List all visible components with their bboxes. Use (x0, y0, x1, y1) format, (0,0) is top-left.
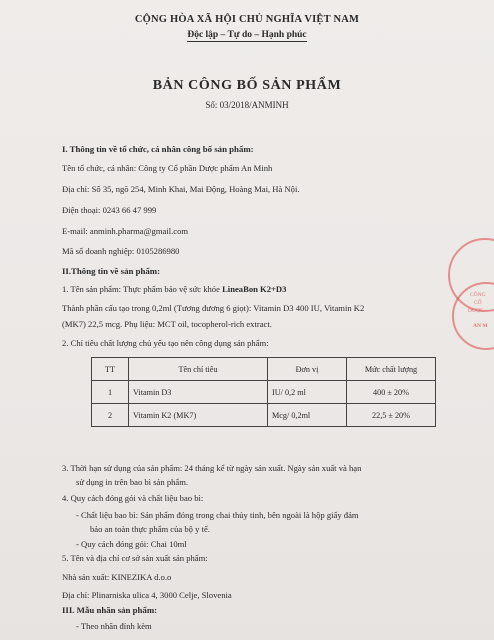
composition-line1: Thành phần cấu tạo trong 0,2ml (Tương đương 6 giọt): Vitamin D3 400 IU, Vitamin K2 (62, 303, 365, 313)
stamp-text: CÔNG (470, 292, 486, 298)
stamp-text: DƯỢC (468, 308, 484, 314)
packaging-material-line2: bảo an toàn thực phẩm của bộ y tế. (90, 524, 210, 534)
org-address: Địa chỉ: Số 35, ngõ 254, Minh Khai, Mai Động, Hoàng Mai, Hà Nội. (62, 184, 300, 194)
manufacturer-heading: 5. Tên và địa chỉ cơ sở sản xuất sản phẩm: (62, 553, 208, 563)
table-cell: 2 (92, 404, 129, 427)
table-header: Tên chỉ tiêu (129, 358, 268, 381)
packaging-spec: - Quy cách đóng gói: Chai 10ml (76, 539, 187, 549)
stamp-text: AN M (473, 323, 488, 329)
table-cell: Vitamin D3 (129, 381, 268, 404)
product-name: LineaBon K2+D3 (222, 284, 287, 294)
table-cell: 1 (92, 381, 129, 404)
org-phone: Điện thoại: 0243 66 47 999 (62, 205, 157, 215)
table-header: Đơn vị (268, 358, 347, 381)
motto (0, 30, 494, 40)
label-attached: - Theo nhãn đính kèm (76, 621, 152, 631)
table-cell: 400 ± 20% (347, 381, 436, 404)
table-cell: Mcg/ 0,2ml (268, 404, 347, 427)
org-tax-code: Mã số doanh nghiệp: 0105286980 (62, 246, 180, 256)
table-header: TT (92, 358, 129, 381)
table-header: Mức chất lượng (347, 358, 436, 381)
shelf-life-line1: 3. Thời hạn sử dụng của sản phẩm: 24 tháng kể từ ngày sản xuất. Ngày sản xuất và hạn (62, 463, 362, 473)
section2-heading: II.Thông tin về sản phẩm: (62, 266, 161, 276)
org-email: E-mail: anminh.pharma@gmail.com (62, 226, 189, 236)
composition-line2: (MK7) 22,5 mcg. Phụ liệu: MCT oil, tocopherol-rich extract. (62, 319, 272, 329)
product-name-prefix: 1. Tên sản phẩm: Thực phẩm bảo vệ sức khỏe (62, 284, 223, 294)
product-name-line (62, 284, 286, 294)
shelf-life-line2: sử dụng in trên bao bì sản phẩm. (76, 477, 189, 487)
packaging-material-line1: - Chất liệu bao bì: Sản phẩm đóng trong chai thủy tinh, bên ngoài là hộp giấy đảm (76, 510, 359, 520)
table-header-row (92, 358, 436, 381)
packaging-heading: 4. Quy cách đóng gói và chất liệu bao bì: (62, 493, 204, 503)
country-name: CỘNG HÒA XÃ HỘI CHỦ NGHĨA VIỆT NAM (134, 14, 360, 25)
table-cell: 22,5 ± 20% (347, 404, 436, 427)
org-name: Tên tổ chức, cá nhân: Công ty Cổ phần Dược phẩm An Minh (62, 163, 273, 173)
quality-heading: 2. Chỉ tiêu chất lượng chủ yếu tạo nên công dụng sản phẩm: (62, 338, 269, 348)
table-row (92, 381, 436, 404)
quality-table (91, 357, 436, 427)
stamp-text: CỔ (474, 300, 482, 306)
table-cell: Vitamin K2 (MK7) (129, 404, 268, 427)
manufacturer-address: Địa chỉ: Plinarniska ulica 4, 3000 Celje, Slovenia (62, 590, 232, 600)
document-number: Số: 03/2018/ANMINH (205, 100, 289, 110)
document-title: BẢN CÔNG BỐ SẢN PHẨM (152, 78, 342, 93)
section3-heading: III. Mẫu nhãn sản phẩm: (62, 605, 158, 615)
table-cell: IU/ 0,2 ml (268, 381, 347, 404)
motto-text: Độc lập – Tự do – Hạnh phúc (187, 30, 307, 40)
section1-heading: I. Thông tin về tổ chức, cá nhân công bố sản phẩm: (62, 144, 254, 154)
manufacturer-name: Nhà sản xuất: KINEZIKA d.o.o (62, 572, 172, 582)
table-row (92, 404, 436, 427)
